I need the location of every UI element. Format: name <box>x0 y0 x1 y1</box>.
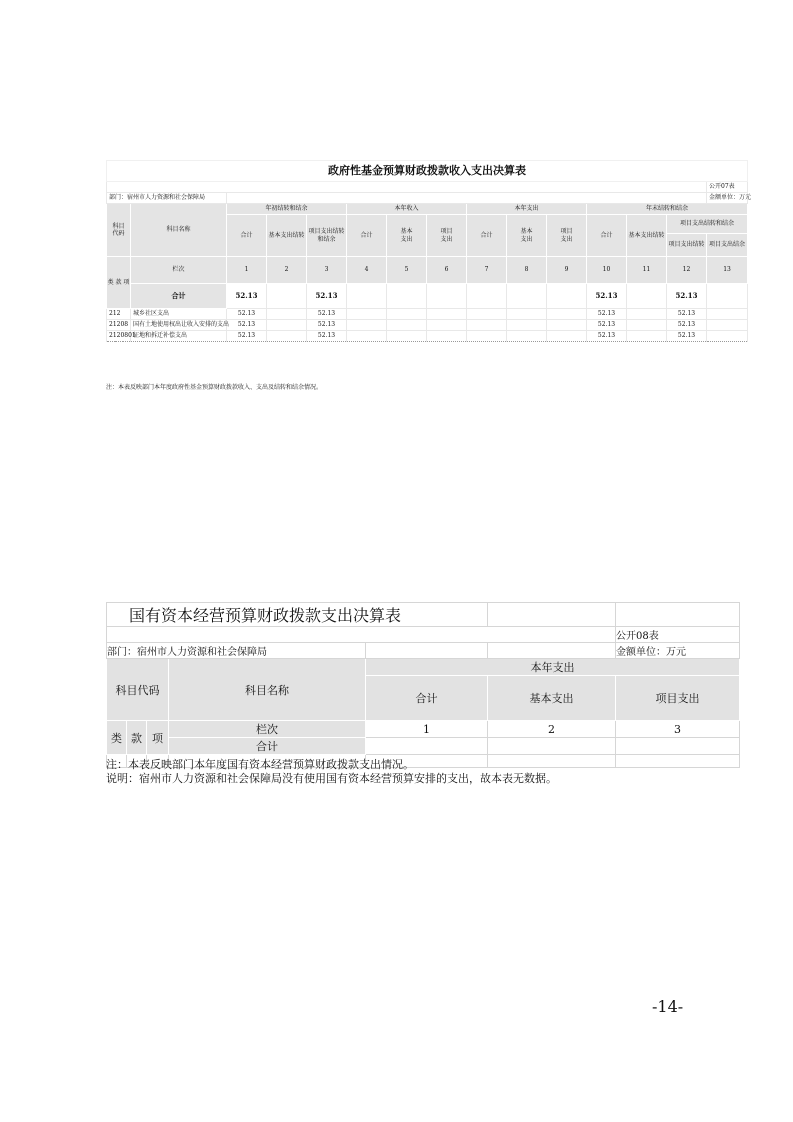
t2-kind-kuan: 款 <box>127 721 147 755</box>
total-cell: 52.13 <box>307 284 347 309</box>
col-code-header: 科目 代码 <box>107 204 131 257</box>
col-num: 10 <box>587 257 627 284</box>
group-end-header: 年末结转和结余 <box>587 204 748 215</box>
table1-department: 部门：宿州市人力资源和社会保障局 <box>107 193 227 204</box>
col-name-header: 科目名称 <box>131 204 227 257</box>
gov-fund-table <box>106 160 752 342</box>
col-num: 9 <box>547 257 587 284</box>
row-cell: 52.13 <box>667 331 707 342</box>
row-cell: 52.13 <box>227 331 267 342</box>
total-cell: 52.13 <box>227 284 267 309</box>
col-num: 12 <box>667 257 707 284</box>
row-cell: 52.13 <box>667 320 707 331</box>
t2-col-num: 1 <box>366 721 488 738</box>
table2-explanation: 说明：宿州市人力资源和社会保障局没有使用国有资本经营预算安排的支出，故本表无数据。 <box>106 772 557 785</box>
row-cell: 52.13 <box>587 309 627 320</box>
t2-col-num: 2 <box>488 721 616 738</box>
t2-total-label: 合计 <box>169 738 366 755</box>
col-num: 2 <box>267 257 307 284</box>
sub-basic-carry-1: 基本支出结转 <box>267 215 307 257</box>
table-row <box>107 320 748 331</box>
row-cell: 52.13 <box>587 320 627 331</box>
row-cell: 52.13 <box>307 309 347 320</box>
col-num: 3 <box>307 257 347 284</box>
kind-header: 类 款 项 <box>107 257 131 309</box>
sub-project-surplus: 项目支出结余 <box>707 234 748 257</box>
sub-project-3: 项目 支出 <box>547 215 587 257</box>
sub-project-carry-1: 项目支出结转和结余 <box>307 215 347 257</box>
table2-number: 公开08表 <box>616 627 740 643</box>
table2-note: 注：本表反映部门本年度国有资本经营预算财政拨款支出情况。 <box>106 758 414 771</box>
table-row <box>107 309 748 320</box>
total-cell: 52.13 <box>587 284 627 309</box>
table1-title: 政府性基金预算财政拨款收入支出决算表 <box>107 161 748 182</box>
row-cell: 52.13 <box>667 309 707 320</box>
col-num: 6 <box>427 257 467 284</box>
total-cell: 52.13 <box>667 284 707 309</box>
table2-title: 国有资本经营预算财政拨款支出决算表 <box>107 603 488 627</box>
t2-sub-basic: 基本支出 <box>488 676 616 721</box>
col-num: 7 <box>467 257 507 284</box>
row-code: 212 <box>107 309 131 320</box>
sub-total-1: 合计 <box>227 215 267 257</box>
sub-basic-carry-4: 基本支出结转 <box>627 215 667 257</box>
table2-department: 部门：宿州市人力资源和社会保障局 <box>107 643 366 659</box>
row-cell: 52.13 <box>227 320 267 331</box>
table2-unit: 金额单位：万元 <box>616 643 740 659</box>
col-num: 5 <box>387 257 427 284</box>
group-expense-header: 本年支出 <box>467 204 587 215</box>
row-code: 21208 <box>107 320 131 331</box>
t2-group-expense-header: 本年支出 <box>366 659 740 676</box>
row-cell: 52.13 <box>227 309 267 320</box>
sub-project-2: 项目 支出 <box>427 215 467 257</box>
sub-project-carry-group: 项目支出结转和结余 <box>667 215 748 234</box>
t2-lanci-label: 栏次 <box>169 721 366 738</box>
col-num: 1 <box>227 257 267 284</box>
col-num: 11 <box>627 257 667 284</box>
t2-kind-lei: 类 <box>107 721 127 755</box>
col-num: 8 <box>507 257 547 284</box>
sub-total-4: 合计 <box>587 215 627 257</box>
table-row <box>107 331 748 342</box>
table1-note: 注：本表反映部门本年度政府性基金预算财政拨款收入、支出及结转和结余情况。 <box>106 384 323 391</box>
page-number: -14- <box>652 997 684 1016</box>
row-cell: 52.13 <box>587 331 627 342</box>
t2-col-name-header: 科目名称 <box>169 659 366 721</box>
t2-sub-project: 项目支出 <box>616 676 740 721</box>
sub-basic-3: 基本 支出 <box>507 215 547 257</box>
t2-sub-total: 合计 <box>366 676 488 721</box>
row-code: 2120801 <box>107 331 131 342</box>
group-begin-header: 年初结转和结余 <box>227 204 347 215</box>
t2-kind-xiang: 项 <box>147 721 169 755</box>
sub-basic-2: 基本 支出 <box>387 215 427 257</box>
t2-col-code-header: 科目代码 <box>107 659 169 721</box>
group-income-header: 本年收入 <box>347 204 467 215</box>
row-name: 城乡社区支出 <box>131 309 227 320</box>
table1-number: 公开07表 <box>707 182 748 193</box>
total-label: 合计 <box>131 284 227 309</box>
row-name: 国有土地使用权出让收入安排的支出 <box>131 320 227 331</box>
row-cell: 52.13 <box>307 331 347 342</box>
sub-total-3: 合计 <box>467 215 507 257</box>
t2-col-num: 3 <box>616 721 740 738</box>
table1-unit: 金额单位：万元 <box>707 193 748 204</box>
row-name: 征地和拆迁补偿支出 <box>131 331 227 342</box>
sub-project-carry-2: 项目支出结转 <box>667 234 707 257</box>
state-capital-table <box>106 602 740 768</box>
col-num: 4 <box>347 257 387 284</box>
col-num: 13 <box>707 257 748 284</box>
sub-total-2: 合计 <box>347 215 387 257</box>
row-cell: 52.13 <box>307 320 347 331</box>
lanci-label: 栏次 <box>131 257 227 284</box>
